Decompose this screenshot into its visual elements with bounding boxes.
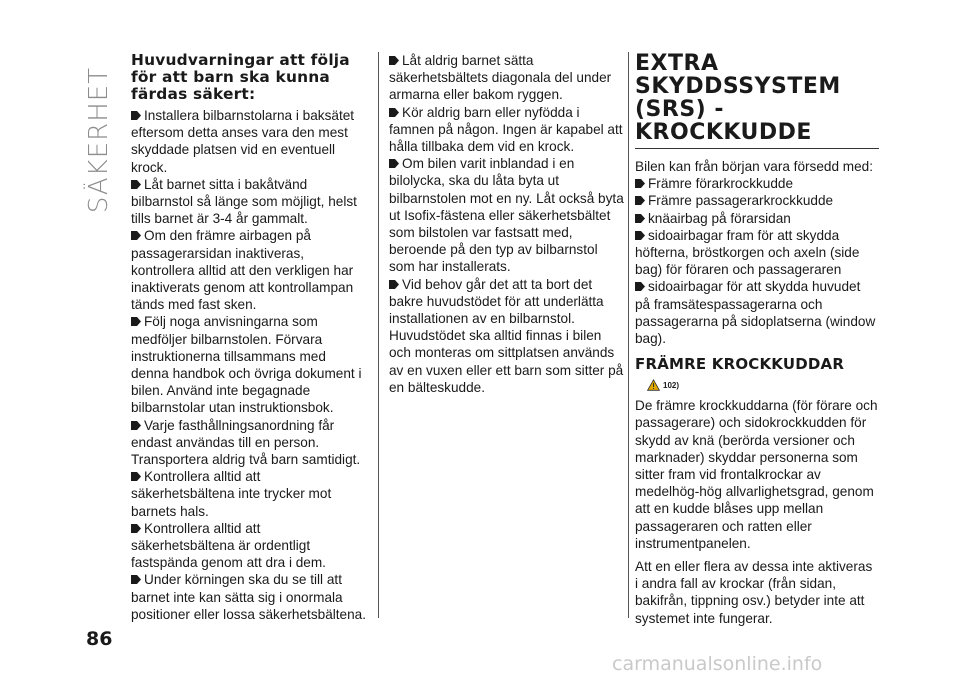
site-watermark: carmanualsonline.info bbox=[612, 653, 823, 675]
list-item bbox=[635, 192, 879, 209]
list-item-text: Kör aldrig barn eller nyfödda i famnen på någon. Ingen är kapabel att hålla tillbaka dem vid en krock. bbox=[389, 104, 623, 155]
front-airbags-heading: FRÄMRE KROCKKUDDAR bbox=[635, 355, 845, 374]
list-item bbox=[131, 107, 367, 176]
list-item bbox=[131, 571, 367, 623]
list-item-text: Främre förarkrockkudde bbox=[648, 176, 794, 192]
airbag-activation-paragraph: Att en eller flera av dessa inte aktiveras i andra fall av krockar (från sidan, bakifrån, tippning osv.) betyder inte att systemet inte fungerar. bbox=[635, 559, 873, 626]
list-item-text: Låt aldrig barnet sätta säkerhetsbältets diagonala del under armarna eller bakom ryggen. bbox=[389, 53, 612, 103]
warning-reference-number: 102) bbox=[663, 380, 680, 390]
column-divider-1 bbox=[378, 52, 379, 618]
bullet-icon bbox=[131, 317, 141, 326]
list-item-text: Vid behov går det att ta bort det bakre huvudstödet för att underlätta installationen av en bilbarnstol. Huvudstödet ska alltid finnas i bilen och monteras om sittplatsen används av en vuxen eller ett barn som sitter på en bälteskudde. bbox=[389, 276, 624, 395]
list-item-text: sidoairbagar fram för att skydda höfterna, bröstkorgen och axeln (side bag) för föraren och passageraren bbox=[635, 227, 860, 278]
list-item bbox=[635, 227, 879, 279]
column-divider-2 bbox=[628, 52, 629, 618]
bullet-icon bbox=[131, 180, 141, 189]
list-item bbox=[635, 210, 879, 227]
bullet-icon bbox=[131, 575, 141, 584]
bullet-icon bbox=[635, 231, 645, 240]
list-item-text: Om bilen varit inblandad i en bilolycka, ska du låta byta ut bilbarnstolen mot en ny. Låt också byta ut Isofix-fästena eller säkerhetsbältet som bilstolen var fastsatt med, beroende på den typ av bilbarnstol som har installerats. bbox=[389, 156, 624, 275]
column-middle bbox=[389, 52, 626, 396]
list-item-text: sidoairbagar för att skydda huvudet på framsätespassagerarna och passagerarna på sidoplatserna (window bag). bbox=[635, 279, 876, 347]
bullet-icon bbox=[635, 196, 645, 205]
list-item bbox=[131, 417, 367, 469]
chapter-side-title: SÄKERHET bbox=[84, 66, 114, 214]
srs-heading: EXTRA SKYDDSSYSTEM (SRS) - KROCKKUDDE bbox=[635, 52, 879, 149]
child-safety-list-continued bbox=[389, 52, 626, 396]
bullet-icon bbox=[131, 524, 141, 533]
bullet-icon bbox=[635, 282, 645, 291]
list-item bbox=[389, 276, 626, 396]
list-item bbox=[635, 278, 879, 347]
warning-triangle-icon bbox=[647, 379, 660, 391]
list-item-text: Kontrollera alltid att säkerhetsbältena är ordentligt fastspända genom att dra i dem. bbox=[131, 520, 326, 571]
list-item bbox=[635, 175, 879, 192]
child-safety-heading: Huvudvarningar att följa för att barn ska kunna färdas säkert: bbox=[131, 51, 350, 103]
list-item-text: Under körningen ska du se till att barnet inte kan sätta sig i onormala positioner eller lossa säkerhetsbältena. bbox=[131, 572, 367, 622]
bullet-icon bbox=[131, 421, 141, 430]
srs-intro: Bilen kan från början vara försedd med: bbox=[635, 159, 874, 174]
list-item bbox=[131, 176, 367, 228]
list-item bbox=[131, 227, 367, 313]
airbag-list bbox=[635, 175, 879, 347]
bullet-icon bbox=[635, 214, 645, 223]
list-item-text: Följ noga anvisningarna som medföljer bilbarnstolen. Förvara instruktionerna tillsammans med denna handbok och övriga dokument i bilen. Använd inte begagnade bilbarnstolar utan instruktionsbok. bbox=[131, 314, 362, 416]
column-left bbox=[131, 52, 367, 623]
list-item-text: Varje fasthållningsanordning får endast användas till en person. Transportera aldrig två barn samtidigt. bbox=[131, 417, 361, 468]
bullet-icon bbox=[389, 56, 399, 65]
front-airbags-paragraph: De främre krockkuddarna (för förare och passagerare) och sidokrockkudden för skydd av knä (berörda versioner och marknader) skyddar personerna som sitter fram vid frontalkrockar av medelhög-hög allvarlighetsgrad, genom att en kudde blåses upp mellan passageraren och ratten eller instrumentpanelen. bbox=[635, 398, 878, 551]
list-item-text: Kontrollera alltid att säkerhetsbältena inte trycker mot barnets hals. bbox=[131, 469, 332, 519]
list-item bbox=[389, 52, 626, 104]
list-item-text: knäairbag på förarsidan bbox=[648, 210, 791, 226]
list-item bbox=[389, 155, 626, 275]
list-item bbox=[389, 104, 626, 156]
list-item bbox=[131, 520, 367, 572]
bullet-icon bbox=[131, 231, 141, 240]
bullet-icon bbox=[389, 280, 399, 289]
list-item-text: Installera bilbarnstolarna i baksätet eftersom detta anses vara den mest skyddade platsen vid en eventuell krock. bbox=[131, 108, 355, 175]
bullet-icon bbox=[635, 179, 645, 188]
list-item bbox=[131, 468, 367, 520]
bullet-icon bbox=[389, 108, 399, 117]
child-safety-list bbox=[131, 107, 367, 623]
list-item-text: Främre passagerarkrockkudde bbox=[648, 193, 834, 209]
bullet-icon bbox=[131, 111, 141, 120]
list-item-text: Låt barnet sitta i bakåtvänd bilbarnstol så länge som möjligt, helst tills barnet är 3-4 år gammalt. bbox=[131, 176, 357, 227]
warning-reference bbox=[647, 375, 879, 395]
column-right bbox=[635, 52, 879, 627]
bullet-icon bbox=[389, 159, 399, 168]
page-number: 86 bbox=[86, 628, 113, 650]
list-item-text: Om den främre airbagen på passagerarsidan inaktiveras, kontrollera alltid att den verkligen har inaktiverats genom att kontrollampan tänds med fast sken. bbox=[131, 228, 354, 313]
bullet-icon bbox=[131, 472, 141, 481]
list-item bbox=[131, 313, 367, 416]
